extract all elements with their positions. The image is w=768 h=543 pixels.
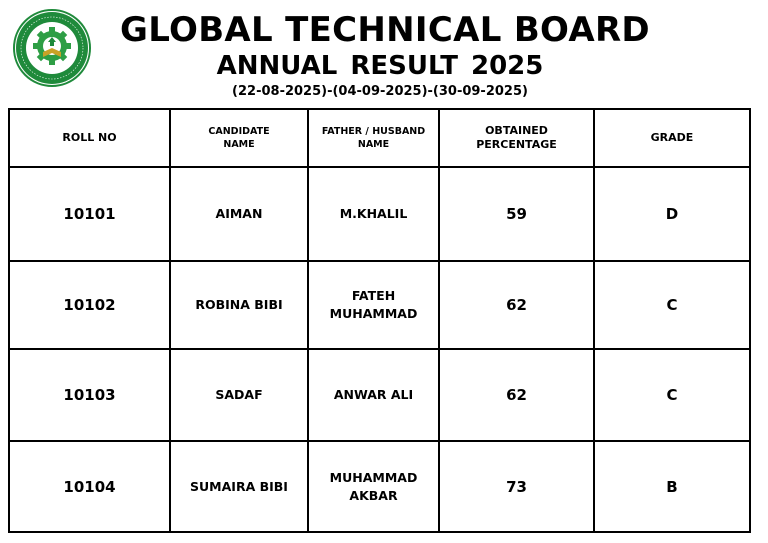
exam-dates: (22-08-2025)-(04-09-2025)-(30-09-2025) xyxy=(232,84,528,99)
grade-cell: C xyxy=(594,349,750,441)
father-name-cell: MUHAMMAD AKBAR xyxy=(308,441,439,532)
table-row xyxy=(9,441,750,532)
roll-no-cell: 10102 xyxy=(9,261,170,349)
table-row xyxy=(9,261,750,349)
roll-no-cell: 10103 xyxy=(9,349,170,441)
roll-no-cell: 10104 xyxy=(9,441,170,532)
grade-cell: B xyxy=(594,441,750,532)
page-title: GLOBAL TECHNICAL BOARD xyxy=(120,10,650,50)
header-candidate-name: CANDIDATE NAME xyxy=(170,109,308,167)
table-row xyxy=(9,167,750,261)
table-row xyxy=(9,349,750,441)
board-logo xyxy=(12,8,92,88)
candidate-name-cell: AIMAN xyxy=(170,167,308,261)
header-father-name: FATHER / HUSBAND NAME xyxy=(308,109,439,167)
grade-cell: C xyxy=(594,261,750,349)
header-percentage: OBTAINED PERCENTAGE xyxy=(439,109,594,167)
board-seal-icon xyxy=(12,8,92,88)
table-header-row xyxy=(9,109,750,167)
father-name-cell: M.KHALIL xyxy=(308,167,439,261)
percentage-cell: 62 xyxy=(439,261,594,349)
percentage-cell: 62 xyxy=(439,349,594,441)
father-name-cell: ANWAR ALI xyxy=(308,349,439,441)
father-name-cell: FATEH MUHAMMAD xyxy=(308,261,439,349)
percentage-cell: 73 xyxy=(439,441,594,532)
result-table xyxy=(8,108,751,533)
roll-no-cell: 10101 xyxy=(9,167,170,261)
candidate-name-cell: SADAF xyxy=(170,349,308,441)
header-roll-no: ROLL NO xyxy=(9,109,170,167)
page-subtitle: ANNUAL RESULT 2025 xyxy=(216,51,544,81)
candidate-name-cell: ROBINA BIBI xyxy=(170,261,308,349)
candidate-name-cell: SUMAIRA BIBI xyxy=(170,441,308,532)
header-grade: GRADE xyxy=(594,109,750,167)
grade-cell: D xyxy=(594,167,750,261)
percentage-cell: 59 xyxy=(439,167,594,261)
